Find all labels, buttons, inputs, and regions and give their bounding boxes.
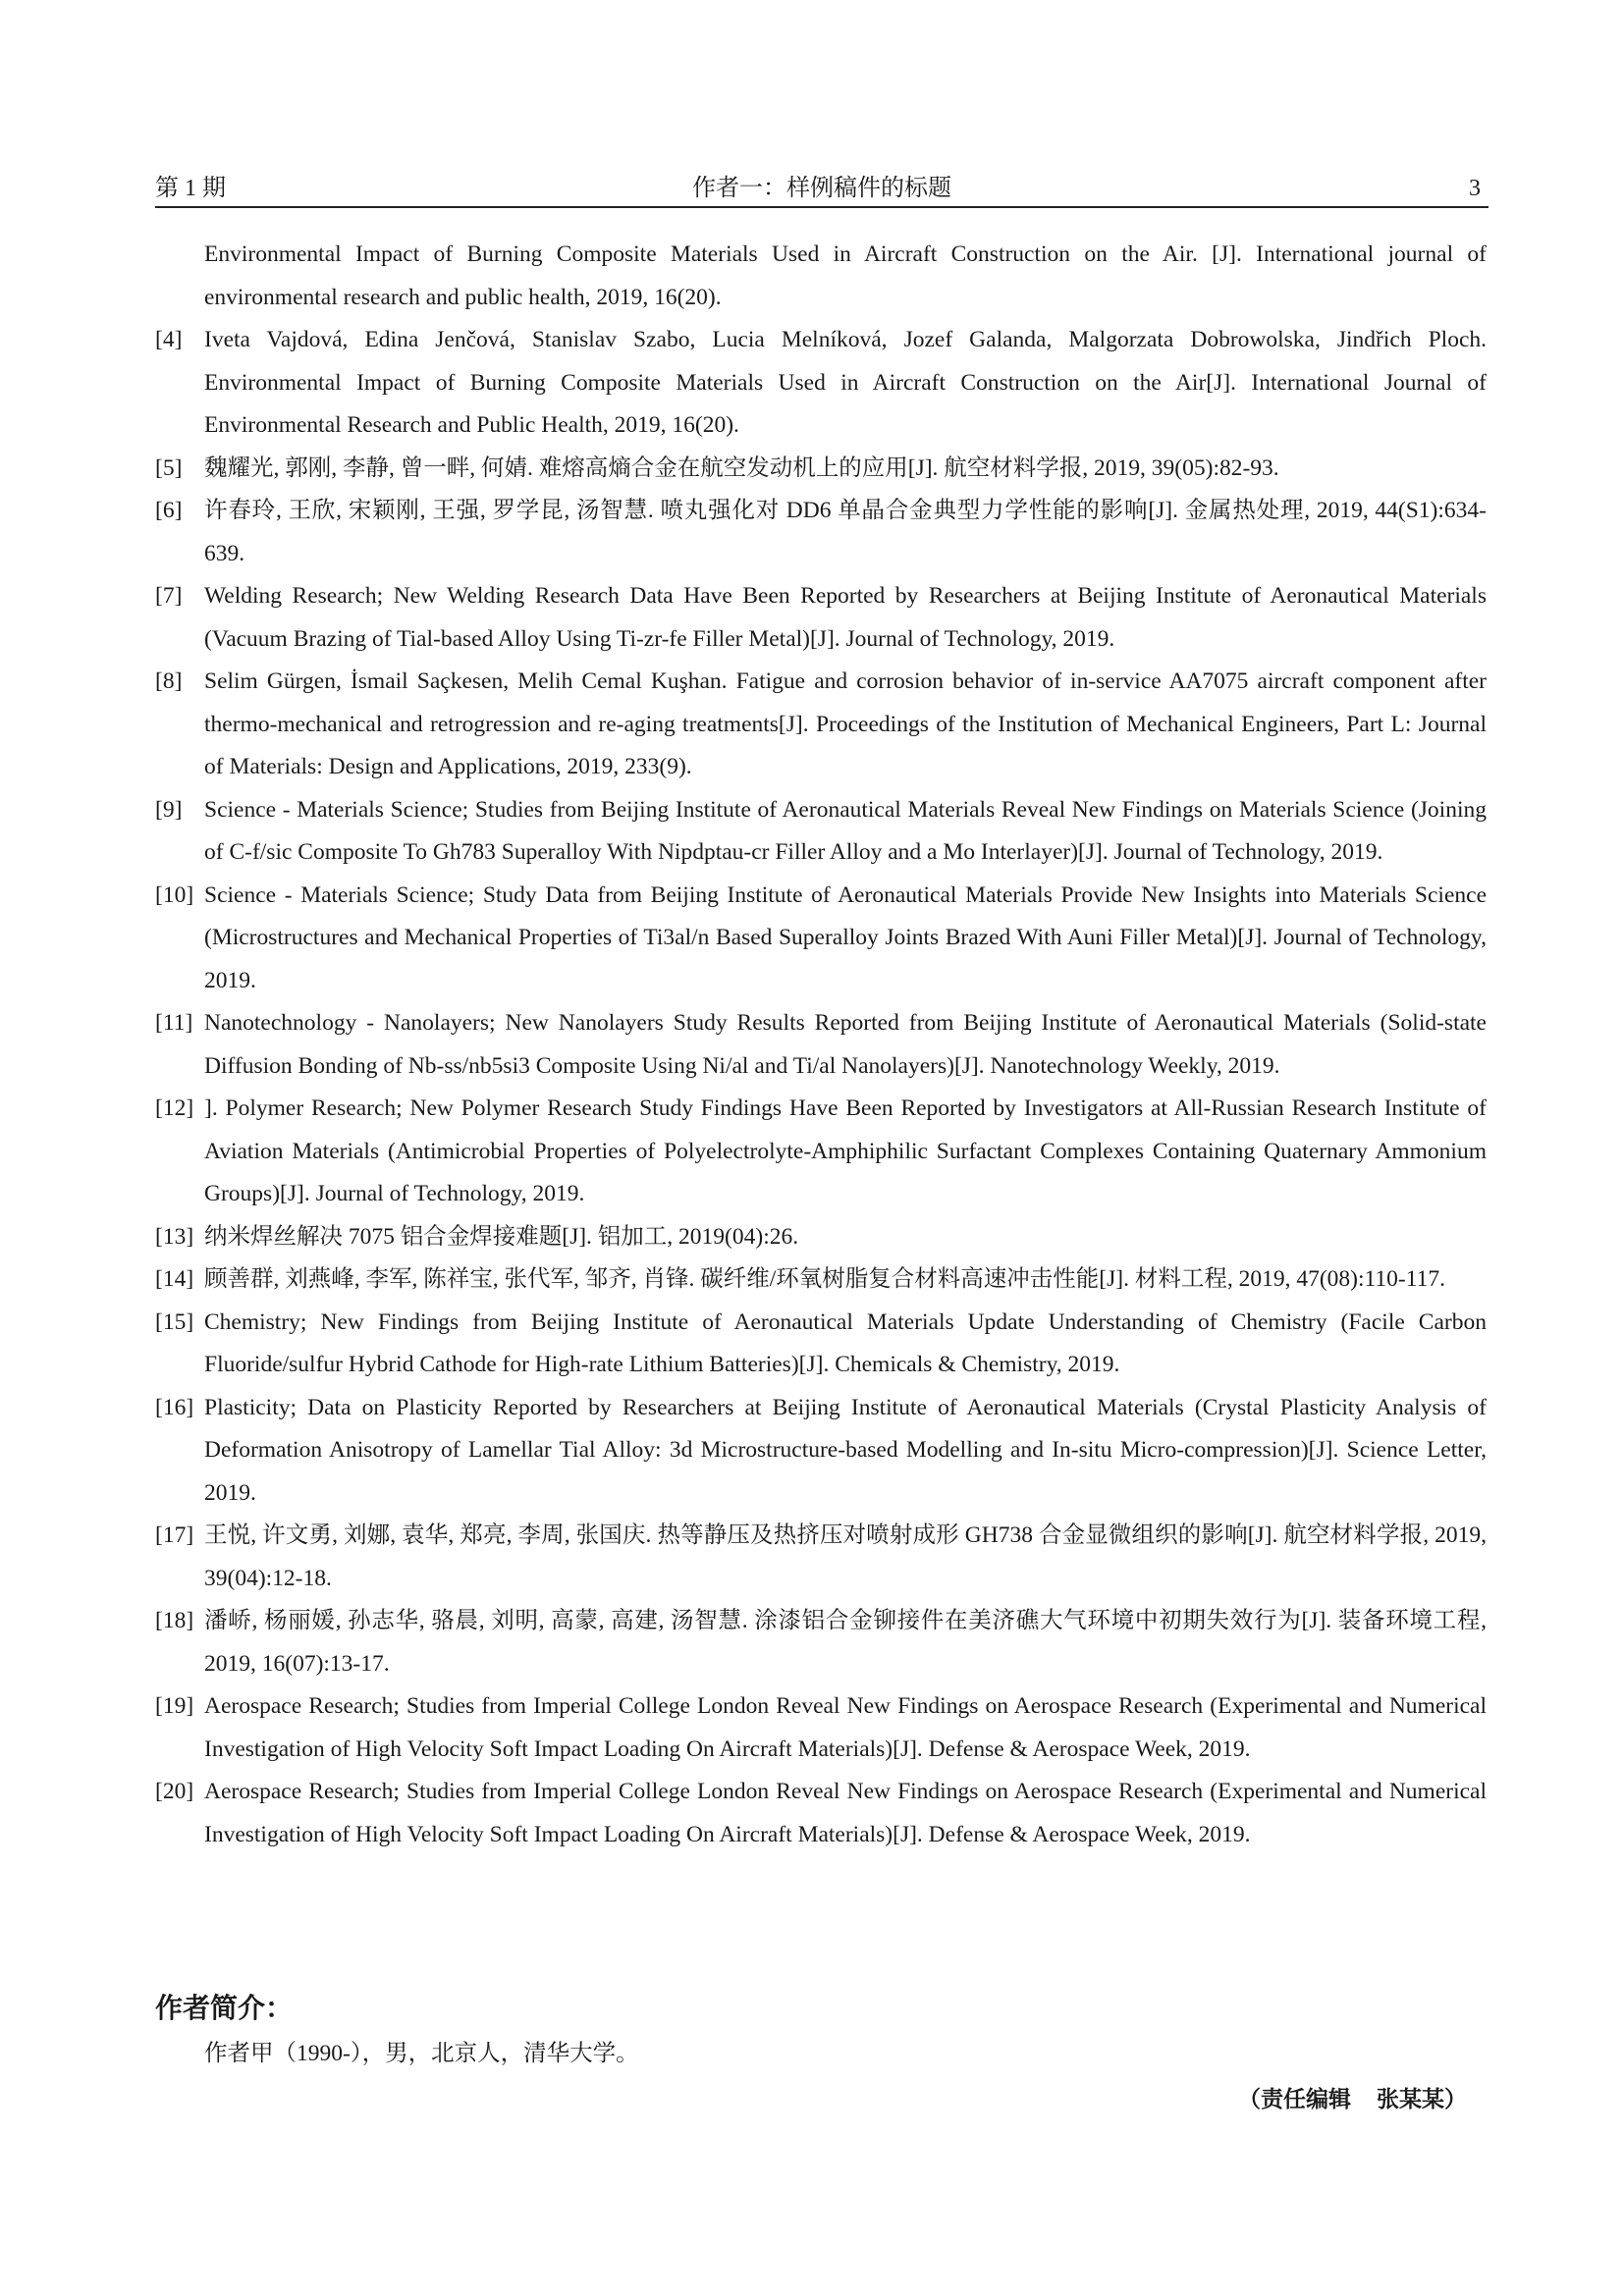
reference-item bbox=[155, 1088, 1487, 1216]
reference-text: 王悦, 许文勇, 刘娜, 袁华, 郑亮, 李周, 张国庆. 热等静压及热挤压对喷射成形 GH738 合金显微组织的影响[J]. 航空材料学报, 2019, 39(04):12-18. bbox=[204, 1522, 1487, 1591]
reference-text: Science - Materials Science; Study Data from Beijing Institute of Aeronautical Materials Provide New Insights into Materials Science (Microstructures and Mechanical Properties of Ti3al/n Based Superalloy Joints Brazed With Auni Filler Metal)[J]. Journal of Technology, 2019. bbox=[204, 881, 1487, 993]
reference-item bbox=[155, 789, 1487, 875]
reference-number: [9] bbox=[155, 796, 183, 823]
reference-item bbox=[155, 234, 1487, 319]
reference-item bbox=[155, 1302, 1487, 1387]
reference-text: Nanotechnology - Nanolayers; New Nanolayers Study Results Reported from Beijing Institute of Aeronautical Materials (Solid-state Diffusion Bonding of Nb-ss/nb5si3 Composite Using Ni/al and Ti/al Nanolayers)[J]. Nanotechnology Weekly, 2019. bbox=[204, 1010, 1487, 1079]
reference-number: [12] bbox=[155, 1095, 194, 1121]
reference-item bbox=[155, 1600, 1487, 1685]
reference-number: [5] bbox=[155, 454, 183, 481]
reference-item bbox=[155, 490, 1487, 575]
reference-item bbox=[155, 448, 1487, 491]
reference-item bbox=[155, 1515, 1487, 1600]
reference-number: [13] bbox=[155, 1223, 194, 1250]
issue-label: 第 1 期 bbox=[155, 176, 226, 201]
reference-text: Selim Gürgen, İsmail Saçkesen, Melih Cemal Kuşhan. Fatigue and corrosion behavior of in-service AA7075 aircraft component after thermo-mechanical and retrogression and re-aging treatments[J]. Proceedings of the Institution of Mechanical Engineers, Part L: Journal of Materials: Design and Applications, 2019, 233(9). bbox=[204, 668, 1487, 779]
reference-item bbox=[155, 1685, 1487, 1771]
reference-item bbox=[155, 1002, 1487, 1088]
reference-number: [14] bbox=[155, 1266, 194, 1292]
reference-text: Chemistry; New Findings from Beijing Institute of Aeronautical Materials Update Understanding of Chemistry (Facile Carbon Fluoride/sulfur Hybrid Cathode for High-rate Lithium Batteries)[J]. Chemicals & Chemistry, 2019. bbox=[204, 1308, 1487, 1377]
reference-number: [15] bbox=[155, 1308, 194, 1335]
running-title: 作者一：样例稿件的标题 bbox=[692, 176, 951, 201]
reference-item bbox=[155, 1387, 1487, 1516]
reference-text: Iveta Vajdová, Edina Jenčová, Stanislav Szabo, Lucia Melníková, Jozef Galanda, Malgorzata Dobrowolska, Jindřich Ploch. Environmental Impact of Burning Composite Materials Used in Aircraft Construction on the Air[J]. International Journal of Environmental Research and Public Health, 2019, 16(20). bbox=[204, 327, 1487, 438]
reference-item bbox=[155, 575, 1487, 661]
reference-text: Science - Materials Science; Studies from Beijing Institute of Aeronautical Materials Reveal New Findings on Materials Science (Joining of C-f/sic Composite To Gh783 Superalloy With Nipdptau-cr Filler Alloy and a Mo Interlayer)[J]. Journal of Technology, 2019. bbox=[204, 796, 1487, 865]
reference-text: 纳米焊丝解决 7075 铝合金焊接难题[J]. 铝加工, 2019(04):26. bbox=[204, 1223, 799, 1250]
reference-item bbox=[155, 661, 1487, 789]
reference-text: 魏耀光, 郭刚, 李静, 曾一畔, 何婧. 难熔高熵合金在航空发动机上的应用[J]. 航空材料学报, 2019, 39(05):82-93. bbox=[204, 454, 1279, 481]
author-bio-heading: 作者简介： bbox=[155, 1992, 294, 2024]
reference-item bbox=[155, 1258, 1487, 1302]
reference-text: Welding Research; New Welding Research Data Have Been Reported by Researchers at Beijing Institute of Aeronautical Materials (Vacuum Brazing of Tial-based Alloy Using Ti-zr-fe Filler Metal)[J]. Journal of Technology, 2019. bbox=[204, 583, 1487, 652]
reference-list bbox=[155, 234, 1487, 1856]
reference-number: [17] bbox=[155, 1522, 194, 1548]
reference-text: Plasticity; Data on Plasticity Reported by Researchers at Beijing Institute of Aeronautical Materials (Crystal Plasticity Analysis of Deformation Anisotropy of Lamellar Tial Alloy: 3d Microstructure-based Modelling and In-situ Micro-compression)[J]. Science Letter, 2019. bbox=[204, 1394, 1487, 1506]
reference-number: [16] bbox=[155, 1394, 194, 1420]
reference-text: Aerospace Research; Studies from Imperial College London Reveal New Findings on Aerospace Research (Experimental and Numerical Investigation of High Velocity Soft Impact Loading On Aircraft Materials)[J]. Defense & Aerospace Week, 2019. bbox=[204, 1693, 1487, 1762]
reference-number: [11] bbox=[155, 1010, 193, 1036]
reference-number: [18] bbox=[155, 1608, 194, 1633]
reference-item bbox=[155, 319, 1487, 448]
reference-number: [8] bbox=[155, 668, 183, 694]
reference-text: 顾善群, 刘燕峰, 李军, 陈祥宝, 张代军, 邹齐, 肖锋. 碳纤维/环氧树脂复合材料高速冲击性能[J]. 材料工程, 2019, 47(08):110-117. bbox=[204, 1266, 1445, 1292]
reference-number: [19] bbox=[155, 1693, 194, 1719]
reference-text: 许春玲, 王欣, 宋颖刚, 王强, 罗学昆, 汤智慧. 喷丸强化对 DD6 单晶合金典型力学性能的影响[J]. 金属热处理, 2019, 44(S1):634-639. bbox=[204, 498, 1487, 566]
reference-number: [4] bbox=[155, 327, 183, 352]
running-header bbox=[155, 167, 1489, 208]
page-number: 3 bbox=[1469, 176, 1481, 201]
reference-number: [6] bbox=[155, 498, 183, 523]
reference-text: Environmental Impact of Burning Composite Materials Used in Aircraft Construction on the Air. [J]. International journal of environmental research and public health, 2019, 16(20). bbox=[204, 241, 1487, 310]
reference-item bbox=[155, 1771, 1487, 1856]
reference-text: ]. Polymer Research; New Polymer Research Study Findings Have Been Reported by Investigators at All-Russian Research Institute of Aviation Materials (Antimicrobial Properties of Polyelectrolyte-Amphiphilic Surfactant Complexes Containing Quaternary Ammonium Groups)[J]. Journal of Technology, 2019. bbox=[204, 1095, 1487, 1206]
author-bio-text: 作者甲（1990-），男，北京人，清华大学。 bbox=[204, 2041, 639, 2066]
reference-text: Aerospace Research; Studies from Imperial College London Reveal New Findings on Aerospace Research (Experimental and Numerical Investigation of High Velocity Soft Impact Loading On Aircraft Materials)[J]. Defense & Aerospace Week, 2019. bbox=[204, 1779, 1487, 1847]
reference-item bbox=[155, 1216, 1487, 1259]
reference-number: [7] bbox=[155, 583, 183, 609]
reference-item bbox=[155, 875, 1487, 1003]
responsible-editor: （责任编辑 张某某） bbox=[1237, 2087, 1467, 2112]
reference-text: 潘峤, 杨丽媛, 孙志华, 骆晨, 刘明, 高蒙, 高建, 汤智慧. 涂漆铝合金铆接件在美济礁大气环境中初期失效行为[J]. 装备环境工程, 2019, 16(07):13-17. bbox=[204, 1608, 1487, 1677]
reference-number: [10] bbox=[155, 881, 194, 908]
reference-number: [20] bbox=[155, 1779, 194, 1804]
